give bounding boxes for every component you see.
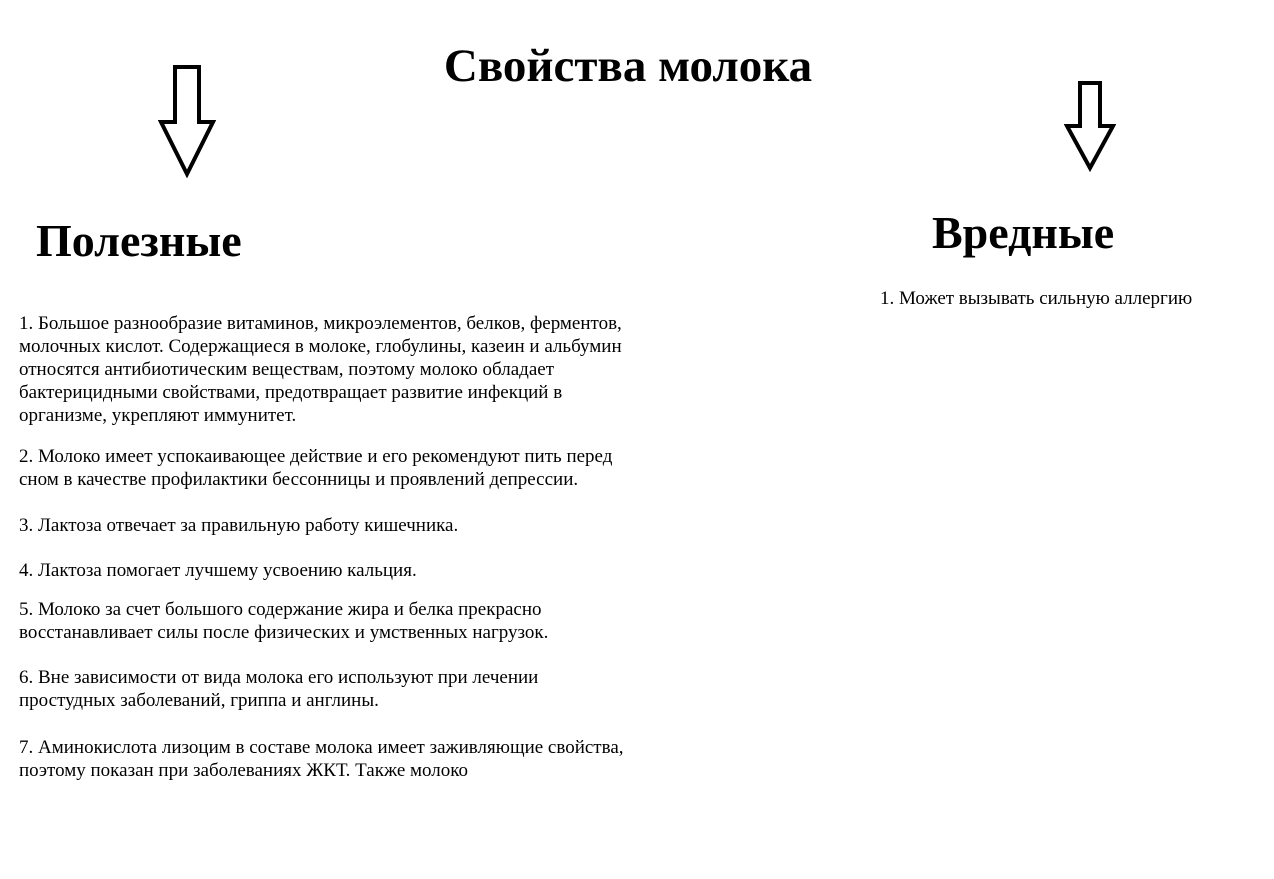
list-item: 6. Вне зависимости от вида молока его используют при лечении простудных заболеваний, гриппа и англины. — [19, 667, 539, 711]
page-title: Свойства молока — [443, 40, 813, 92]
list-item: 4. Лактоза помогает лучшему усвоению кальция. — [19, 560, 417, 581]
beneficial-heading: Полезные — [36, 215, 242, 266]
list-item: 1. Может вызывать сильную аллергию — [880, 288, 1193, 309]
harmful-list — [880, 287, 1260, 310]
down-arrow-icon — [1064, 80, 1116, 172]
list-item: 5. Молоко за счет большого содержание жира и белка прекрасно восстанавливает силы после физических и умственных нагрузок. — [19, 599, 549, 643]
list-item: 2. Молоко имеет успокаивающее действие и его рекомендуют пить перед сном в качестве профилактики бессонницы и проявлений депрессии. — [19, 446, 613, 490]
list-item: 7. Аминокислота лизоцим в составе молока имеет заживляющие свойства, поэтому показан при заболеваниях ЖКТ. Также молоко — [19, 737, 624, 781]
list-item: 3. Лактоза отвечает за правильную работу кишечника. — [19, 515, 459, 536]
list-item: 1. Большое разнообразие витаминов, микроэлементов, белков, ферментов, молочных кислот. Содержащиеся в молоке, глобулины, казеин и альбумин относятся антибиотическим веществам, поэтому молоко обладает бактерицидными свойствами, предотвращает развитие инфекций в организме, укрепляют иммунитет. — [19, 313, 622, 426]
harmful-heading: Вредные — [932, 207, 1115, 258]
beneficial-list — [19, 312, 629, 797]
down-arrow-icon — [158, 64, 216, 178]
